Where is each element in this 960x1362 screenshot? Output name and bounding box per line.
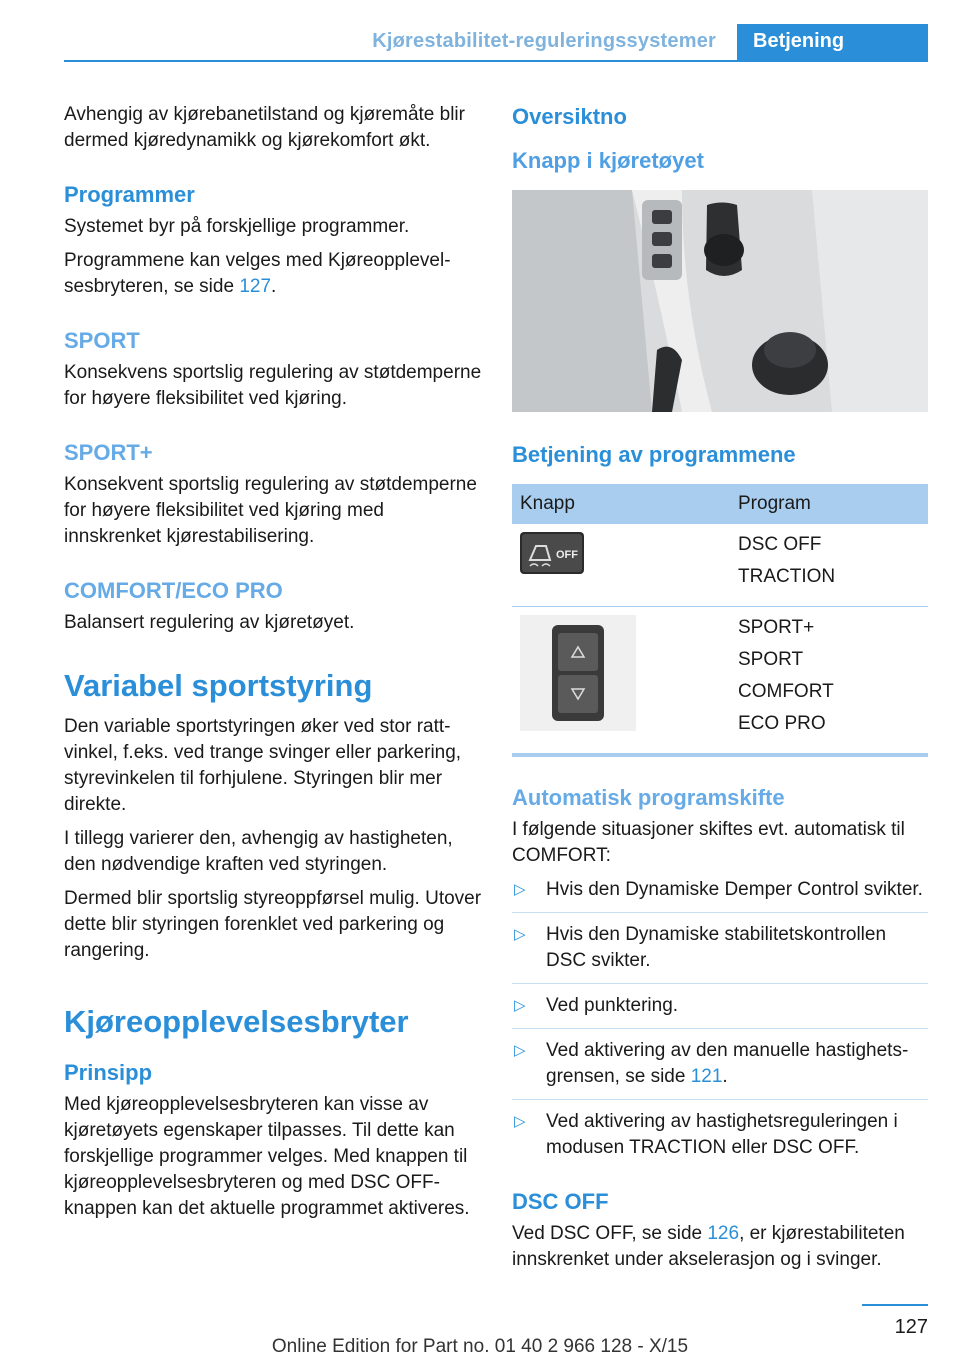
- edition-footer: Online Edition for Part no. 01 40 2 966 128 - X/15: [271, 1336, 689, 1357]
- betjening-heading: Betjening av programmene: [512, 442, 796, 467]
- triangle-bullet-icon: ▷: [514, 997, 526, 1014]
- programmer-text-2: Programmene kan velges med Kjøreopplevelsesbryteren, se side 127.: [64, 250, 451, 297]
- program-traction: TRACTION: [738, 566, 836, 587]
- program-dsc-off: DSC OFF: [738, 534, 822, 555]
- list-item: ▷ Ved punktering.: [512, 993, 928, 1029]
- list-item: ▷ Hvis den Dynamiske stabilitetskontrollen DSC svikter.: [512, 922, 928, 984]
- header-rule: [64, 60, 928, 62]
- variabel-text-1: Den variable sportstyringen øker ved stor rattvinkel, f.eks. ved trange svinger eller parkering, styrevinkelen til forhjulene. Styringen blir mer direkte.: [64, 716, 462, 815]
- header-section-title: Kjørestabilitet-reguleringssystemer: [372, 30, 716, 52]
- page-number: 127: [894, 1316, 928, 1338]
- variabel-text-3: Dermed blir sportslig styreoppførsel mulig. Utover dette blir styringen forenklet ved parkering og rangering.: [64, 888, 482, 961]
- page-link-126[interactable]: 126: [707, 1223, 740, 1244]
- right-column: [512, 102, 928, 1281]
- rocker-switch-icon: [520, 615, 636, 731]
- page-link-121[interactable]: 121: [690, 1066, 723, 1087]
- triangle-bullet-icon: ▷: [514, 1042, 526, 1059]
- intro-paragraph: Avhengig av kjørebanetilstand og kjøremåte blir dermed kjøredynamikk og kjørekomfort økt.: [64, 104, 465, 151]
- footer-rule: [862, 1304, 928, 1306]
- prinsipp-text: Med kjøreopplevelsesbryteren kan visse av kjøretøyets egenskaper tilpasses. Til dette kan forskjellige programmer velges. Med knappen til kjøreopplevelsesbryteren og med DSC OFF-knappen kan det aktuelle programmet aktiveres.: [64, 1094, 470, 1219]
- table-header-knapp: Knapp: [512, 484, 730, 524]
- program-eco-pro: ECO PRO: [738, 713, 826, 734]
- program-table: [512, 484, 928, 757]
- sport-text: Konsekvens sportslig regulering av støtdemperne for høyere fleksibilitet ved kjøring.: [64, 362, 482, 409]
- programmer-heading: Programmer: [64, 182, 195, 207]
- variabel-sportstyring-heading: Variabel sportstyring: [64, 668, 373, 703]
- prinsipp-heading: Prinsipp: [64, 1060, 153, 1085]
- dsc-off-text: Ved DSC OFF, se side 126, er kjørestabiliteten innskrenket under akselerasjon og i svinger.: [512, 1223, 905, 1270]
- kjoreopplevelsesbryter-heading: Kjøreopplevelsesbryter: [64, 1004, 409, 1039]
- comfort-eco-heading: COMFORT/ECO PRO: [64, 578, 283, 603]
- programmer-text-1: Systemet byr på forskjellige programmer.: [64, 216, 410, 237]
- list-item: ▷ Ved aktivering av hastighetsreguleringen i modusen TRACTION eller DSC OFF.: [514, 1111, 898, 1158]
- comfort-eco-text: Balansert regulering av kjøretøyet.: [64, 612, 355, 633]
- automatisk-intro: I følgende situasjoner skiftes evt. automatisk til COMFORT:: [512, 819, 905, 866]
- center-console-photo: [512, 190, 928, 412]
- table-header-program: Program: [730, 484, 928, 524]
- conditions-list: [512, 877, 928, 1170]
- triangle-bullet-icon: ▷: [514, 881, 526, 898]
- dsc-off-heading: DSC OFF: [512, 1189, 609, 1214]
- left-column: [64, 102, 484, 1230]
- svg-text:OFF: OFF: [556, 549, 578, 561]
- knapp-heading: Knapp i kjøretøyet: [512, 148, 704, 173]
- oversikt-heading: Oversiktno: [512, 104, 627, 129]
- triangle-bullet-icon: ▷: [514, 1113, 526, 1130]
- program-sport: SPORT: [738, 649, 804, 670]
- page-header: [0, 0, 960, 62]
- triangle-bullet-icon: ▷: [514, 926, 526, 943]
- program-comfort: COMFORT: [738, 681, 834, 702]
- table-row: [512, 524, 928, 607]
- sportplus-text: Konsekvent sportslig regulering av støtdemperne for høyere fleksibilitet ved kjøring med innskrenket kjørestabilisering.: [64, 474, 477, 547]
- sport-heading: SPORT: [64, 328, 140, 353]
- dsc-off-button-icon: [520, 532, 584, 574]
- list-item: ▷ Hvis den Dynamiske Demper Control svikter.: [512, 877, 928, 913]
- automatisk-heading: Automatisk programskifte: [512, 785, 785, 810]
- program-sport-plus: SPORT+: [738, 617, 815, 638]
- header-chapter-tab: Betjening: [737, 24, 928, 62]
- variabel-text-2: I tillegg varierer den, avhengig av hastigheten, den nødvendige kraften ved styringen.: [64, 828, 453, 875]
- list-item: ▷ Ved aktivering av den manuelle hastighetsgrensen, se side 121.: [512, 1038, 928, 1100]
- page-link-127[interactable]: 127: [239, 276, 272, 297]
- sportplus-heading: SPORT+: [64, 440, 153, 465]
- table-row: [512, 607, 928, 756]
